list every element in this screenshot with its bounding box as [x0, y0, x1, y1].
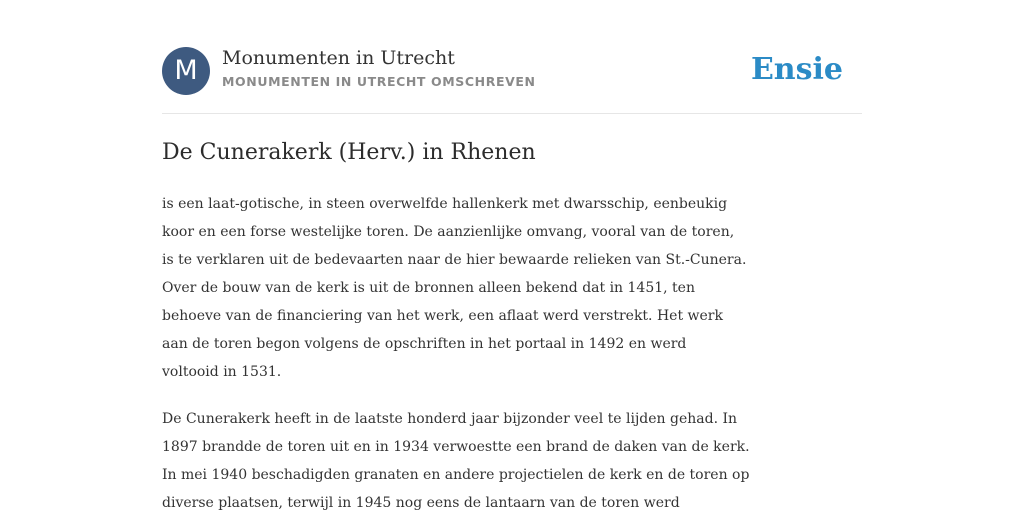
paragraph-line: koor en een forse westelijke toren. De aanzienlijke omvang, vooral van de toren,: [162, 224, 735, 240]
collection-header: [162, 46, 862, 96]
paragraph: [162, 190, 867, 386]
collection-title[interactable]: Monumenten in Utrecht: [222, 47, 455, 69]
paragraph-line: 1897 brandde de toren uit en in 1934 verwoestte een brand de daken van de kerk.: [162, 439, 750, 455]
paragraph-line: behoeve van de financiering van het werk, een aflaat werd verstrekt. Het werk: [162, 308, 723, 324]
paragraph-line: is een laat-gotische, in steen overwelfde hallenkerk met dwarsschip, eenbeukig: [162, 196, 728, 212]
paragraph-line: In mei 1940 beschadigden granaten en andere projectielen de kerk en de toren op: [162, 467, 750, 483]
paragraph-line: is te verklaren uit de bedevaarten naar de hier bewaarde relieken van St.-Cunera.: [162, 252, 747, 268]
paragraph-line: Over de bouw van de kerk is uit de bronnen alleen bekend dat in 1451, ten: [162, 280, 695, 296]
paragraph: [162, 405, 867, 512]
paragraph-line: De Cunerakerk heeft in de laatste honderd jaar bijzonder veel te lijden gehad. In: [162, 411, 738, 427]
paragraph-line: voltooid in 1531.: [162, 364, 282, 380]
article-body: [162, 190, 867, 512]
article-title: De Cunerakerk (Herv.) in Rhenen: [162, 140, 536, 165]
paragraph-line: aan de toren begon volgens de opschriften in het portaal in 1492 en werd: [162, 336, 687, 352]
header-divider: [162, 113, 862, 114]
ensie-logo[interactable]: Ensie: [750, 52, 843, 87]
paragraph-line: diverse plaatsen, terwijl in 1945 nog eens de lantaarn van de toren werd: [162, 495, 680, 511]
collection-subtitle: MONUMENTEN IN UTRECHT OMSCHREVEN: [222, 74, 536, 89]
collection-avatar[interactable]: M: [162, 47, 210, 95]
